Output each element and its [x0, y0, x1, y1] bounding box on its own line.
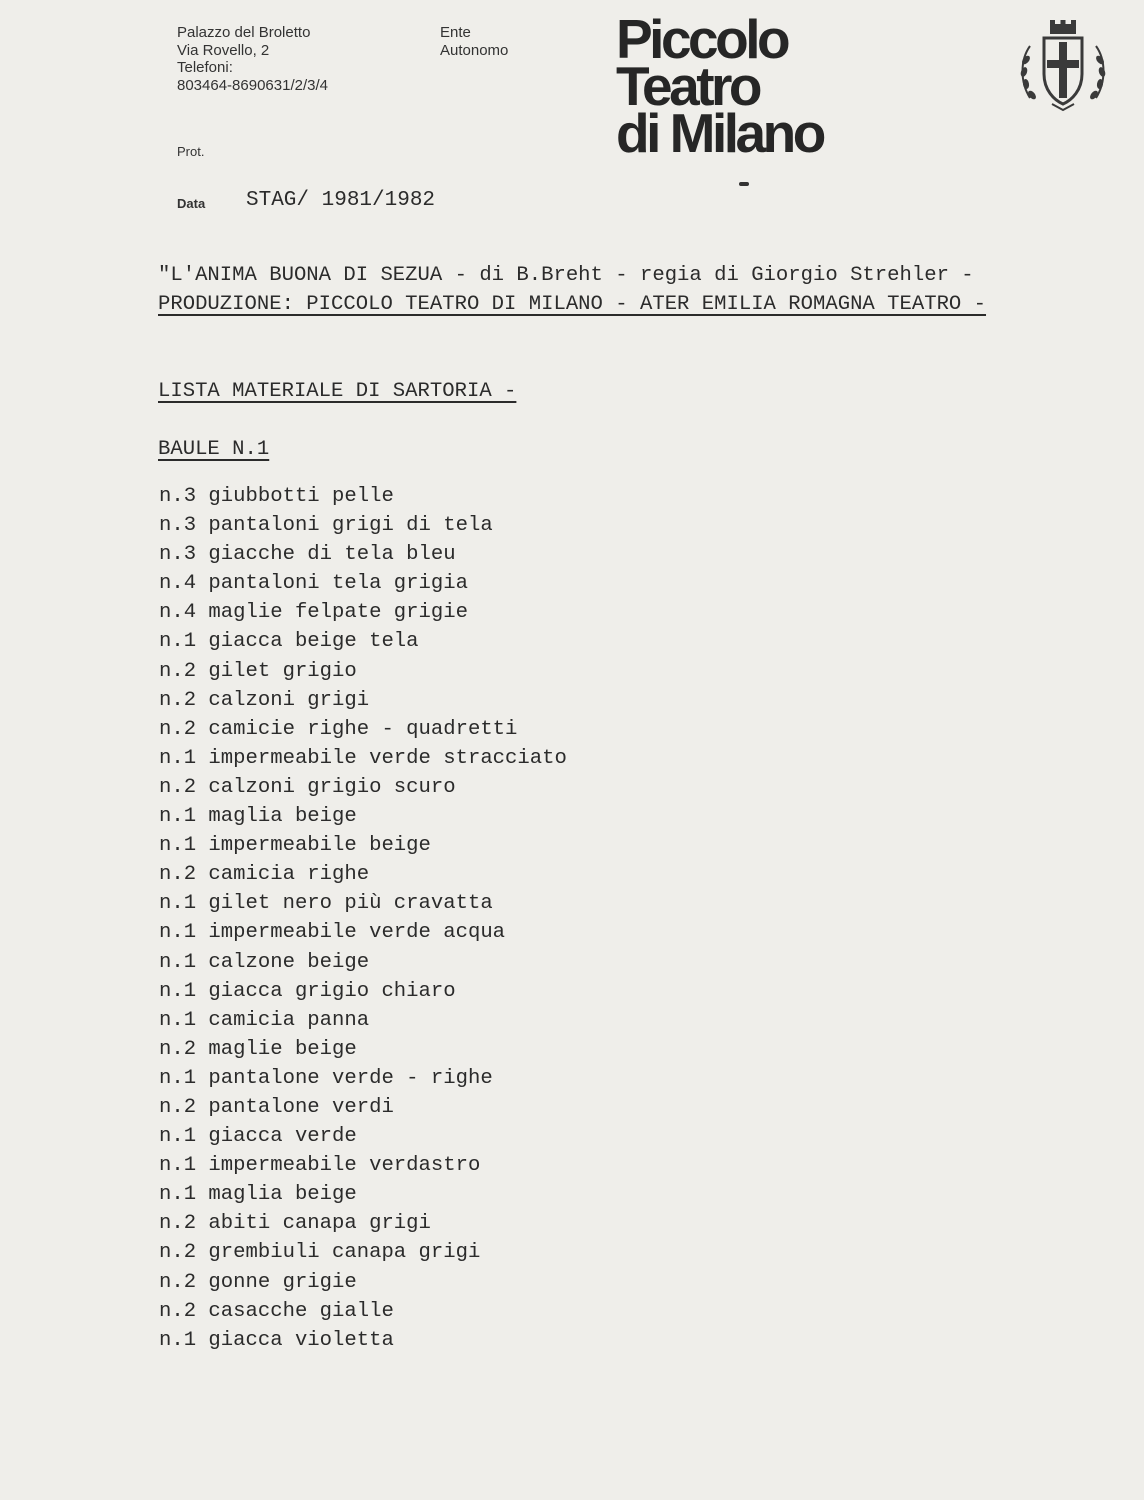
costume-list	[159, 482, 567, 1355]
milan-coat-of-arms-icon	[1016, 20, 1110, 114]
list-item: n.4 pantaloni tela grigia	[159, 572, 468, 596]
list-item: n.3 giubbotti pelle	[159, 485, 394, 508]
address-line: Palazzo del Broletto	[177, 24, 311, 41]
list-heading: LISTA MATERIALE DI SARTORIA -	[158, 380, 517, 403]
list-item: n.2 maglie beige	[159, 1037, 357, 1061]
address-line: Telefoni:	[177, 59, 233, 76]
logo-mark	[739, 182, 749, 186]
list-item: n.1 calzone beige	[159, 950, 370, 974]
list-item: n.3 pantaloni grigi di tela	[159, 514, 493, 538]
address-line: Via Rovello, 2	[177, 41, 270, 59]
list-item: n.2 calzoni grigi	[159, 688, 370, 712]
list-item: n.2 abiti canapa grigi	[159, 1212, 431, 1236]
date-value: STAG/ 1981/1982	[246, 189, 436, 212]
protocol-label: Prot.	[177, 144, 205, 159]
list-item: n.4 maglie felpate grigie	[159, 601, 468, 625]
list-item: n.1 giacca violetta	[159, 1328, 394, 1352]
production-company: PRODUZIONE: PICCOLO TEATRO DI MILANO - ATER EMILIA ROMAGNA TEATRO -	[158, 293, 987, 316]
logo-line: di Milano	[616, 102, 823, 164]
list-item: n.1 impermeabile verdastro	[159, 1154, 481, 1178]
ente-line: Autonomo	[440, 41, 509, 59]
list-item: n.3 giacche di tela bleu	[159, 543, 456, 567]
logo-line: Piccolo	[616, 8, 788, 70]
date-label: Data	[177, 196, 206, 211]
list-item: n.1 maglia beige	[159, 805, 357, 829]
list-item: n.1 giacca beige tela	[159, 630, 419, 654]
list-item: n.1 impermeabile verde stracciato	[159, 746, 567, 770]
list-item: n.2 gonne grigie	[159, 1270, 357, 1294]
address-line: 803464-8690631/2/3/4	[177, 76, 328, 94]
ente-label	[440, 24, 508, 59]
list-item: n.2 pantalone verdi	[159, 1095, 394, 1119]
list-item: n.2 grembiuli canapa grigi	[159, 1241, 481, 1265]
list-item: n.2 casacche gialle	[159, 1299, 394, 1323]
list-item: n.1 impermeabile beige	[159, 834, 431, 858]
list-item: n.1 maglia beige	[159, 1183, 357, 1207]
trunk-heading: BAULE N.1	[158, 438, 270, 461]
list-item: n.1 pantalone verde - righe	[159, 1066, 493, 1090]
list-item: n.1 giacca grigio chiaro	[159, 979, 456, 1003]
list-item: n.1 gilet nero più cravatta	[159, 892, 493, 916]
ente-line: Ente	[440, 24, 471, 41]
list-item: n.2 gilet grigio	[159, 659, 357, 683]
letterhead-address	[177, 24, 328, 94]
list-item: n.2 calzoni grigio scuro	[159, 775, 456, 799]
list-item: n.1 impermeabile verde acqua	[159, 921, 506, 945]
list-item: n.1 giacca verde	[159, 1125, 357, 1149]
list-item: n.1 camicia panna	[159, 1008, 370, 1032]
production-title: "L'ANIMA BUONA DI SEZUA - di B.Breht - regia di Giorgio Strehler -	[158, 264, 974, 287]
theatre-logo	[616, 8, 823, 164]
list-item: n.2 camicia righe	[159, 863, 370, 887]
list-item: n.2 camicie righe - quadretti	[159, 717, 518, 741]
logo-line: Teatro	[616, 55, 760, 117]
